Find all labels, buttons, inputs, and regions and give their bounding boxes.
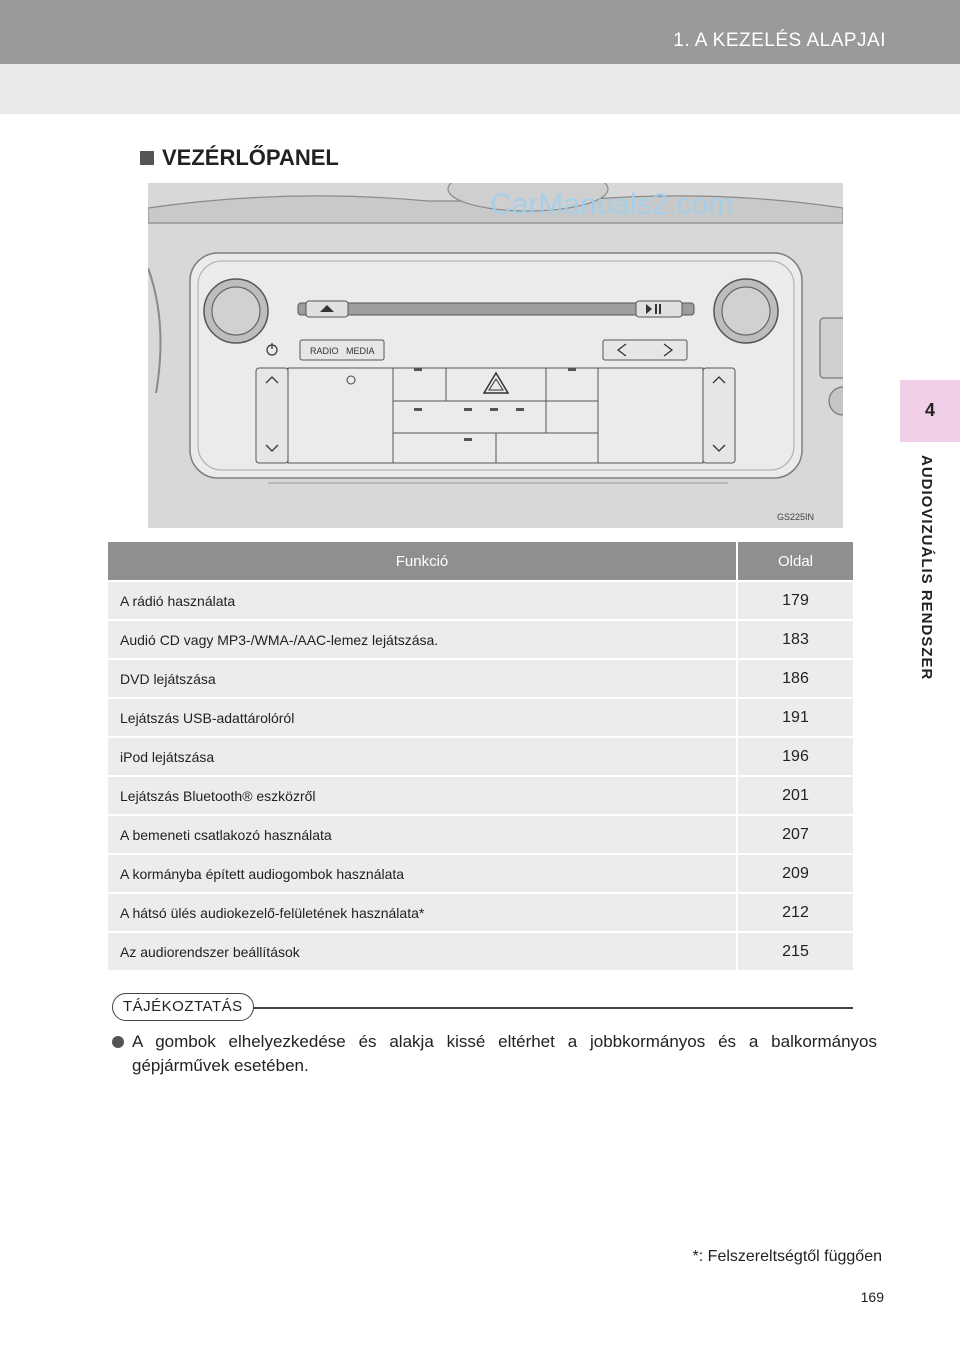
header-page: Oldal bbox=[738, 542, 853, 580]
chapter-title: 1. A KEZELÉS ALAPJAI bbox=[673, 30, 886, 51]
function-cell: A rádió használata bbox=[108, 580, 738, 619]
control-panel-illustration bbox=[148, 183, 843, 528]
page-cell: 201 bbox=[738, 775, 853, 814]
page-cell: 209 bbox=[738, 853, 853, 892]
function-cell: A bemeneti csatlakozó használata bbox=[108, 814, 738, 853]
section-heading-text: VEZÉRLŐPANEL bbox=[162, 145, 339, 170]
table-row bbox=[108, 580, 853, 619]
function-table bbox=[108, 542, 853, 970]
table-row bbox=[108, 619, 853, 658]
section-heading bbox=[140, 145, 339, 171]
function-cell: A kormányba épített audiogombok használata bbox=[108, 853, 738, 892]
table-header-row bbox=[108, 542, 853, 580]
table-row bbox=[108, 853, 853, 892]
table-row bbox=[108, 814, 853, 853]
function-cell: A hátsó ülés audiokezelő-felületének használata* bbox=[108, 892, 738, 931]
page-cell: 183 bbox=[738, 619, 853, 658]
header-function: Funkció bbox=[108, 542, 738, 580]
page-cell: 191 bbox=[738, 697, 853, 736]
page-cell: 179 bbox=[738, 580, 853, 619]
info-badge: TÁJÉKOZTATÁS bbox=[112, 993, 254, 1021]
info-divider bbox=[250, 1007, 853, 1009]
chapter-side-label: AUDIOVIZUÁLIS RENDSZER bbox=[918, 455, 935, 681]
round-bullet-icon bbox=[112, 1036, 124, 1048]
square-bullet-icon bbox=[140, 151, 154, 165]
table-row bbox=[108, 892, 853, 931]
media-button-label: MEDIA bbox=[346, 346, 375, 356]
function-cell: Lejátszás Bluetooth® eszközről bbox=[108, 775, 738, 814]
table-row bbox=[108, 775, 853, 814]
page-number: 169 bbox=[860, 1289, 884, 1305]
figure-code: GS225IN bbox=[777, 512, 815, 522]
function-cell: Audió CD vagy MP3-/WMA-/AAC-lemez lejátszása. bbox=[108, 619, 738, 658]
function-cell: DVD lejátszása bbox=[108, 658, 738, 697]
chapter-number: 4 bbox=[924, 400, 935, 420]
table-row bbox=[108, 736, 853, 775]
control-panel-figure bbox=[148, 183, 843, 528]
function-cell: Az audiorendszer beállítások bbox=[108, 931, 738, 970]
watermark-text: CarManuals2.com bbox=[490, 188, 734, 221]
chapter-tab bbox=[900, 380, 960, 442]
function-cell: iPod lejátszása bbox=[108, 736, 738, 775]
page-cell: 212 bbox=[738, 892, 853, 931]
radio-button-label: RADIO bbox=[310, 346, 339, 356]
page-cell: 207 bbox=[738, 814, 853, 853]
page-cell: 196 bbox=[738, 736, 853, 775]
table-row bbox=[108, 931, 853, 970]
page-cell: 215 bbox=[738, 931, 853, 970]
function-cell: Lejátszás USB-adattárolóról bbox=[108, 697, 738, 736]
page-cell: 186 bbox=[738, 658, 853, 697]
info-text: A gombok elhelyezkedése és alakja kissé eltérhet a jobbkormányos és a balkormányos gépjárművek esetében. bbox=[132, 1032, 877, 1075]
table-row bbox=[108, 697, 853, 736]
footnote: *: Felszereltségtől függően bbox=[692, 1248, 882, 1265]
table-row bbox=[108, 658, 853, 697]
